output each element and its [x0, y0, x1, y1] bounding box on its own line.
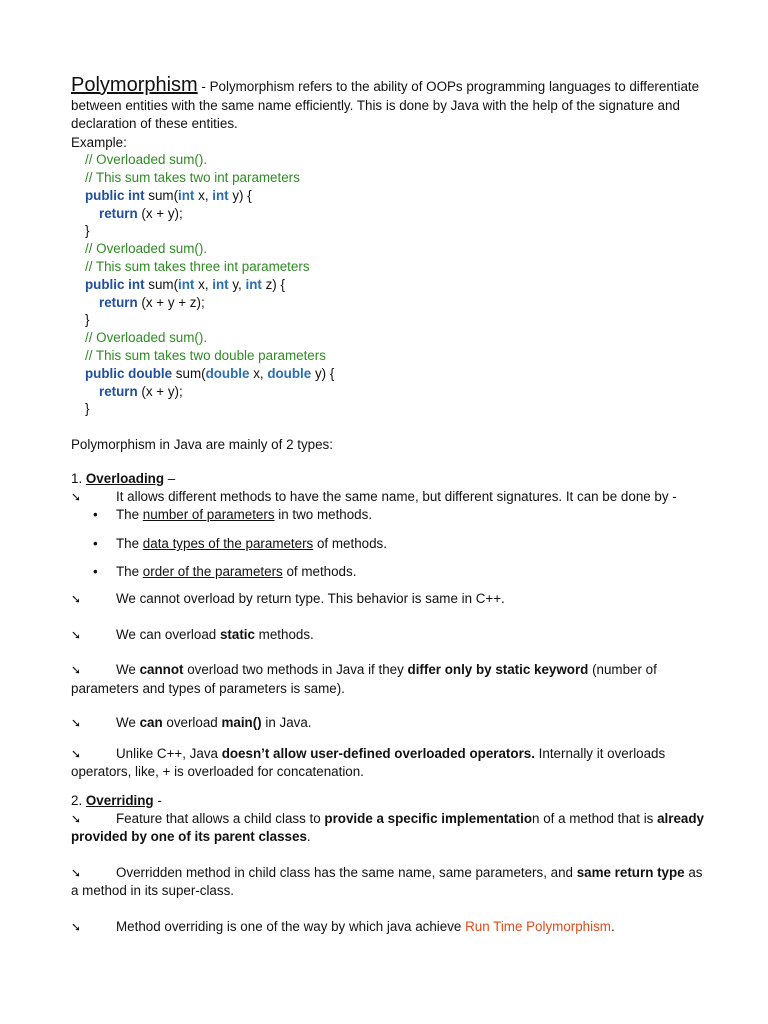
item-text: The [116, 507, 143, 523]
bullet-icon: • [93, 507, 98, 523]
point-text: Overridden method in child class has the same name, same parameters, and [116, 864, 577, 880]
keyword: public [85, 187, 125, 203]
keyword: double [128, 365, 173, 381]
keyword: public [85, 276, 125, 292]
code-block [71, 151, 711, 418]
list-item [71, 563, 711, 581]
item-text: in two methods. [274, 507, 373, 523]
code-text: sum( [175, 365, 206, 381]
overloading-heading [71, 470, 711, 488]
point-bold: cannot [139, 662, 184, 678]
keyword: int [212, 187, 229, 203]
keyword: double [205, 365, 250, 381]
point-text: It allows different methods to have the same name, but different signatures. It can be done by - [116, 488, 677, 504]
point-text: Internally it overloads operators, like, + is overloaded for concatenation. [71, 745, 666, 780]
point-bold: same return type [576, 864, 685, 880]
point-text: . [306, 829, 311, 845]
code-line [71, 205, 711, 223]
keyword: int [212, 276, 229, 292]
arrow-bullet-icon: ➘ [71, 663, 82, 678]
point-text: We can overload [116, 626, 220, 642]
point-bold: differ only by static keyword [407, 662, 589, 678]
point-text: overload two methods in Java if they [183, 662, 408, 678]
item-underlined: order of the parameters [142, 564, 283, 580]
code-text: x, [198, 276, 213, 292]
keyword: int [178, 276, 195, 292]
arrow-bullet-icon: ➘ [71, 627, 82, 642]
point-text: We [116, 715, 140, 731]
point-text: n of a method that is [532, 810, 658, 826]
overriding-point [71, 810, 711, 847]
code-text: x, [253, 365, 268, 381]
code-comment: // This sum takes three int parameters [85, 259, 310, 275]
item-underlined: data types of the parameters [142, 536, 314, 552]
section-title: Overriding [85, 792, 154, 808]
intro-paragraph [71, 76, 711, 134]
code-line: } [85, 223, 90, 239]
overriding-point [71, 918, 711, 937]
item-text: The [116, 564, 143, 580]
item-underlined: number of parameters [142, 507, 275, 523]
point-bold: provide a specific implementatio [324, 810, 533, 826]
code-line: } [85, 312, 90, 328]
point-text: methods. [254, 626, 314, 642]
heading-dash: – [164, 471, 176, 487]
point-text: in Java. [261, 715, 312, 731]
point-bold: static [219, 626, 255, 642]
point-text: overload [162, 715, 222, 731]
overloading-point [71, 626, 711, 645]
point-text: Method overriding is one of the way by which java achieve [116, 918, 466, 934]
types-intro: Polymorphism in Java are mainly of 2 types: [71, 437, 333, 453]
code-text: (x + y); [137, 383, 183, 399]
overriding-point [71, 864, 711, 901]
keyword: int [128, 187, 145, 203]
page-title: Polymorphism [71, 74, 198, 96]
point-bold: doesn’t allow user-defined overloaded operators. [221, 745, 535, 761]
code-text: sum( [148, 187, 179, 203]
point-text: We [116, 662, 140, 678]
code-comment: // This sum takes two double parameters [85, 348, 326, 364]
overloading-point [71, 661, 711, 698]
code-line [71, 187, 711, 205]
point-text: . [610, 918, 615, 934]
code-comment: // Overloaded sum(). [85, 330, 208, 346]
item-text: of methods. [282, 564, 357, 580]
keyword: double [267, 365, 312, 381]
code-text: y, [232, 276, 246, 292]
arrow-bullet-icon: ➘ [71, 746, 82, 761]
point-text: Unlike C++, Java [116, 745, 222, 761]
bullet-icon: • [93, 564, 98, 580]
keyword: int [128, 276, 145, 292]
bullet-icon: • [93, 536, 98, 552]
code-line [71, 365, 711, 383]
intro-text: - Polymorphism refers to the ability of OOPs programming languages to differentiate between entities with the same name efficiently. This is done by Java with the help of the signature and declaration of these entities. [71, 79, 700, 131]
list-item [71, 535, 711, 553]
code-text: z) { [265, 276, 285, 292]
keyword: int [245, 276, 262, 292]
point-text: (number of parameters and types of parameters is same). [71, 662, 657, 696]
point-text: We cannot overload by return type. This behavior is same in C++. [116, 591, 505, 607]
code-text: sum( [148, 276, 179, 292]
arrow-bullet-icon: ➘ [71, 489, 82, 504]
arrow-bullet-icon: ➘ [71, 919, 82, 934]
code-text: (x + y); [137, 205, 183, 221]
example-label: Example: [71, 134, 127, 150]
code-line [71, 276, 711, 294]
point-text: Feature that allows a child class to [116, 810, 325, 826]
point-bold: main() [221, 715, 262, 731]
point-text: as a method in its super-class. [71, 864, 703, 899]
arrow-bullet-icon: ➘ [71, 811, 82, 826]
heading-dash: - [153, 792, 162, 808]
item-text: The [116, 536, 143, 552]
keyword: int [178, 187, 195, 203]
arrow-bullet-icon: ➘ [71, 865, 82, 880]
code-line: } [85, 401, 90, 417]
section-title: Overloading [85, 471, 165, 487]
point-bold: already provided by one of its parent classes [71, 810, 704, 845]
keyword: return [99, 294, 138, 310]
code-line [71, 383, 711, 401]
overriding-heading [71, 792, 711, 810]
code-comment: // Overloaded sum(). [85, 152, 208, 168]
list-item [71, 506, 711, 524]
overloading-point [71, 745, 711, 782]
keyword: public [85, 365, 125, 381]
overloading-point [71, 714, 711, 733]
document-page [71, 76, 711, 936]
code-line [71, 294, 711, 312]
code-text: (x + y + z); [137, 294, 205, 310]
section-number: 1. [71, 471, 86, 487]
highlighted-term: Run Time Polymorphism [465, 918, 611, 934]
code-text: y) { [314, 365, 335, 381]
item-text: of methods. [313, 536, 387, 552]
overloading-point [71, 488, 711, 507]
overloading-point [71, 590, 711, 609]
code-comment: // Overloaded sum(). [85, 241, 208, 257]
point-bold: can [139, 715, 163, 731]
code-text: y) { [232, 187, 252, 203]
code-comment: // This sum takes two int parameters [85, 170, 300, 186]
keyword: return [99, 383, 138, 399]
arrow-bullet-icon: ➘ [71, 592, 82, 607]
keyword: return [99, 205, 138, 221]
code-text: x, [198, 187, 213, 203]
section-number: 2. [71, 792, 86, 808]
arrow-bullet-icon: ➘ [71, 716, 82, 731]
